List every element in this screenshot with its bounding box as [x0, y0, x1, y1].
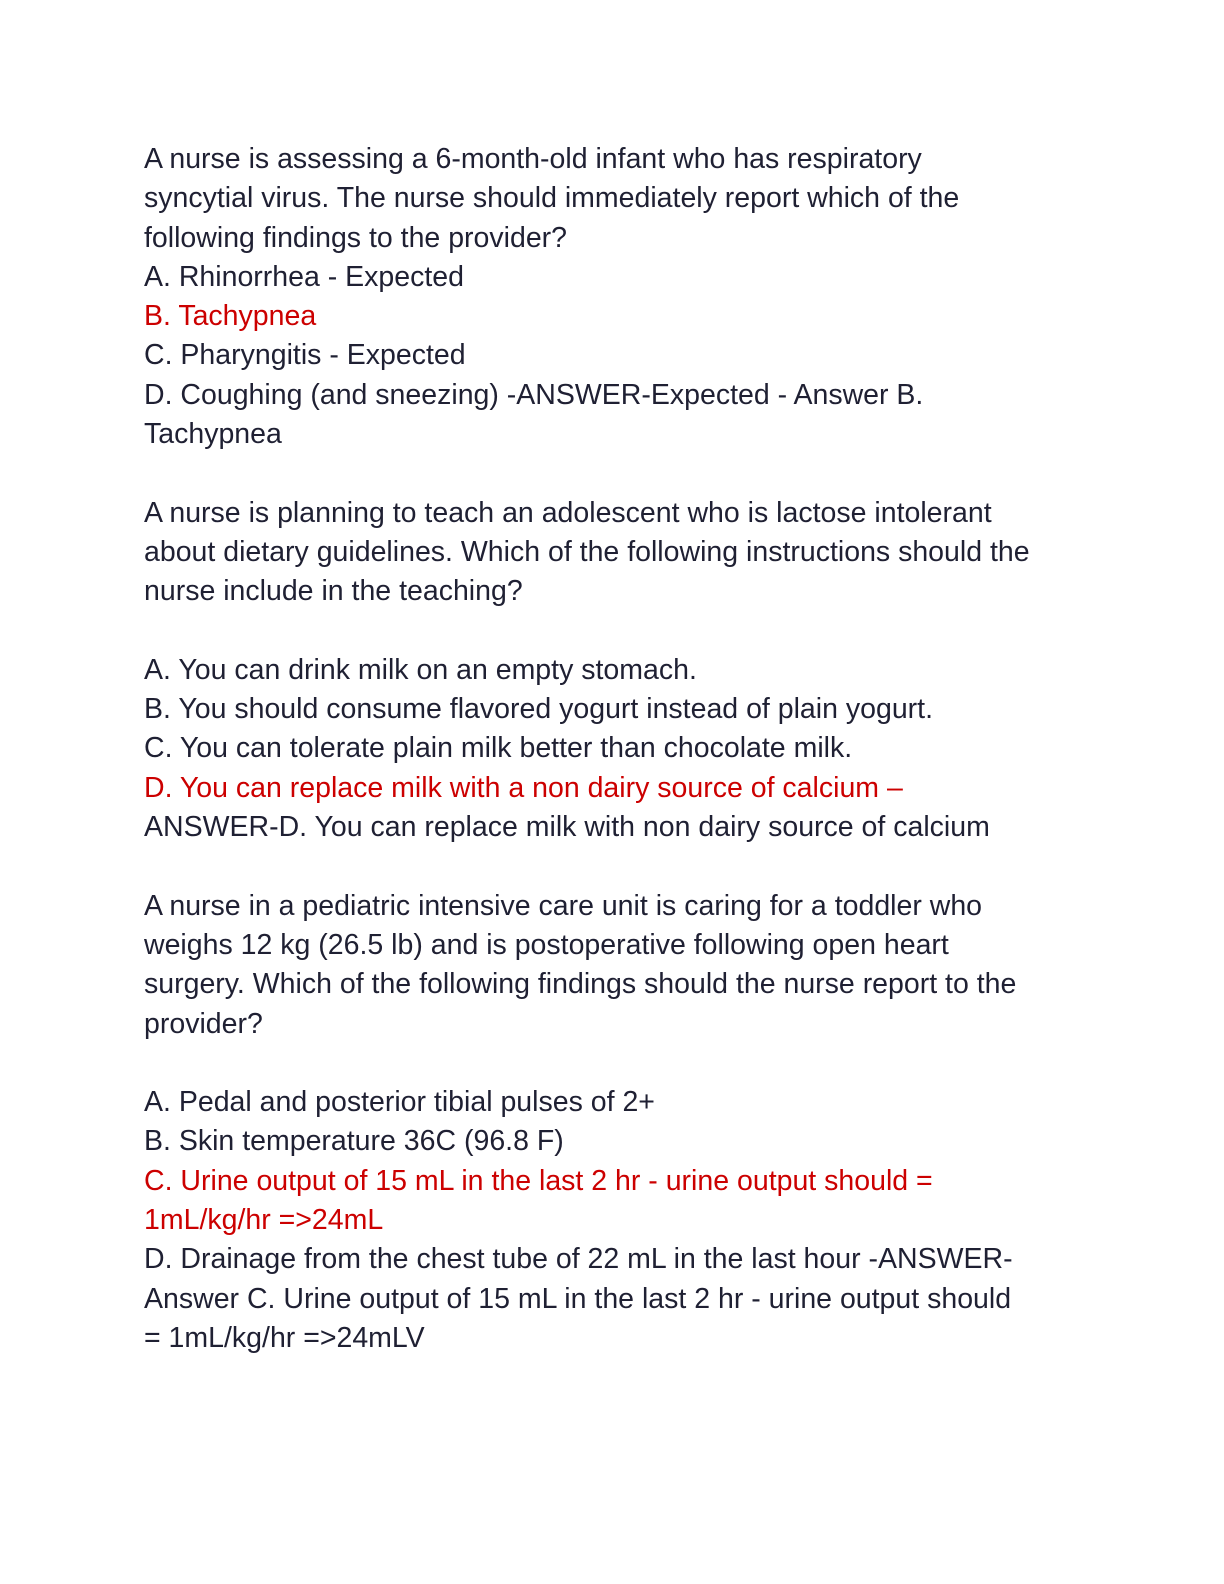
- question-stem-line: nurse include in the teaching?: [144, 575, 523, 608]
- option-d-continued: = 1mL/kg/hr =>24mLV: [144, 1321, 425, 1354]
- question-1: [144, 140, 1104, 454]
- question-stem-line: provider?: [144, 1007, 263, 1040]
- option-d-continued: Answer C. Urine output of 15 mL in the last 2 hr - urine output should: [144, 1282, 1012, 1315]
- option-c-correct: C. Urine output of 15 mL in the last 2 hr - urine output should =: [144, 1164, 933, 1197]
- question-stem-line: weighs 12 kg (26.5 lb) and is postoperative following open heart: [144, 928, 949, 961]
- option-d: D. Coughing (and sneezing) -ANSWER-Expected - Answer B.: [144, 378, 924, 411]
- question-3-stem: [144, 887, 1104, 1044]
- paragraph-gap: [144, 1044, 1104, 1083]
- option-c: C. Pharyngitis - Expected: [144, 339, 466, 372]
- question-stem-line: surgery. Which of the following findings should the nurse report to the: [144, 968, 1017, 1001]
- question-2: [144, 494, 1104, 848]
- paragraph-gap: [144, 454, 1104, 493]
- question-3-options: [144, 1083, 1104, 1358]
- question-stem-line: following findings to the provider?: [144, 221, 568, 254]
- option-d: D. Drainage from the chest tube of 22 mL in the last hour -ANSWER-: [144, 1243, 1013, 1276]
- question-2-stem: [144, 494, 1104, 612]
- question-1-options: [144, 258, 1104, 454]
- paragraph-gap: [144, 612, 1104, 651]
- option-b-correct: B. Tachypnea: [144, 300, 317, 333]
- answer-line: ANSWER-D. You can replace milk with non dairy source of calcium: [144, 811, 990, 844]
- option-c-correct-continued: 1mL/kg/hr =>24mL: [144, 1204, 384, 1237]
- option-a: A. Rhinorrhea - Expected: [144, 260, 464, 293]
- option-c: C. You can tolerate plain milk better than chocolate milk.: [144, 732, 853, 765]
- option-d-continued: Tachypnea: [144, 418, 282, 451]
- question-3: [144, 887, 1104, 1359]
- option-b: B. You should consume flavored yogurt instead of plain yogurt.: [144, 693, 934, 726]
- option-a: A. Pedal and posterior tibial pulses of 2+: [144, 1086, 655, 1119]
- question-2-options: [144, 651, 1104, 847]
- option-b: B. Skin temperature 36C (96.8 F): [144, 1125, 564, 1158]
- question-stem-line: syncytial virus. The nurse should immediately report which of the: [144, 182, 960, 215]
- option-d-correct: D. You can replace milk with a non dairy source of calcium –: [144, 771, 903, 804]
- option-a: A. You can drink milk on an empty stomach.: [144, 653, 697, 686]
- question-stem-line: A nurse is planning to teach an adolescent who is lactose intolerant: [144, 496, 992, 529]
- document-body: [144, 140, 1104, 1358]
- question-stem-line: A nurse in a pediatric intensive care unit is caring for a toddler who: [144, 889, 983, 922]
- paragraph-gap: [144, 847, 1104, 886]
- question-1-stem: [144, 140, 1104, 258]
- question-stem-line: about dietary guidelines. Which of the following instructions should the: [144, 535, 1030, 568]
- question-stem-line: A nurse is assessing a 6-month-old infant who has respiratory: [144, 143, 922, 175]
